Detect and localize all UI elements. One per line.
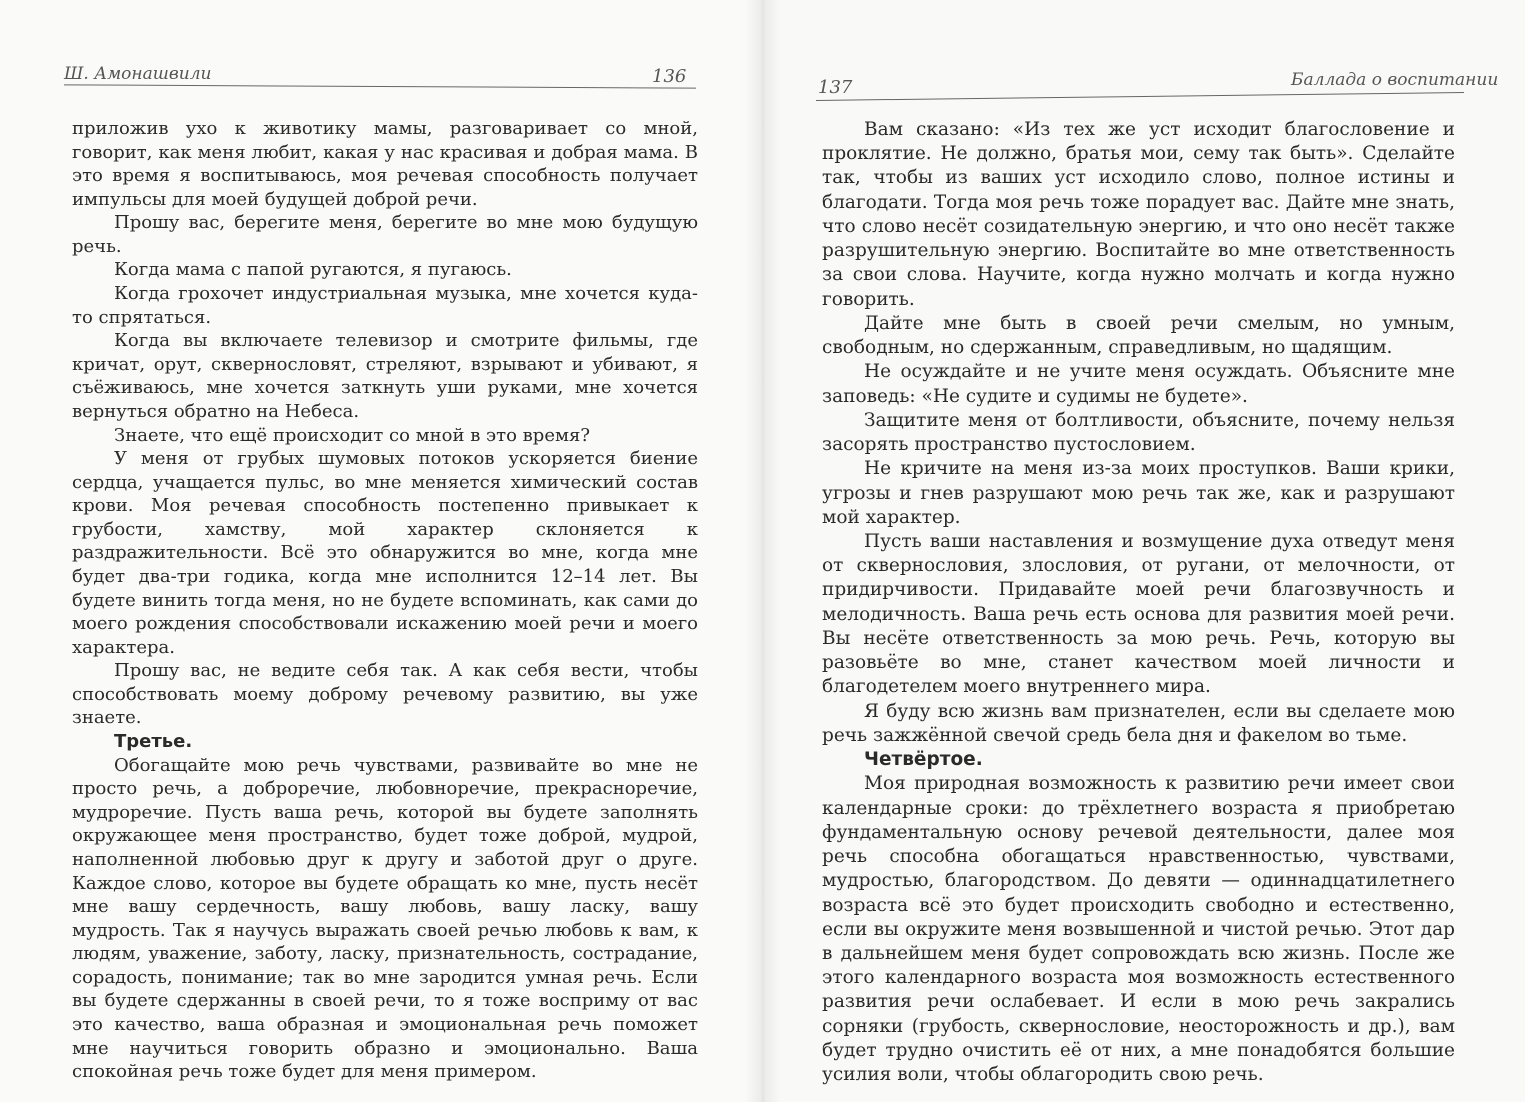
paragraph: Не осуждайте и не учите меня осуждать. Объясните мне заповедь: «Не судите и судимы не будете». bbox=[822, 361, 1455, 407]
paragraph: Защитите меня от болтливости, объясните, почему нельзя засорять пространство пустословием. bbox=[822, 409, 1455, 456]
paragraph: Обогащайте мою речь чувствами, развивайте во мне не просто речь, а доброречие, любовноречие, прекрасноречие, мудроречие. Пусть ваша речь, которой вы будете заполнять окружающее меня пространство, будет тоже доброй, мудрой, наполненной любовью друг к другу и заботой друг о друге. Каждое слово, которое вы будете обращать ко мне, пусть несёт мне вашу сердечность, вашу любовь, вашу ласку, вашу мудрость. Так я научусь выражать своей речью любовь к вам, к людям, уважение, заботу, ласку, признательность, сострадание, сорадость, понимание; так во мне зародится умная речь. Если вы будете сдержанны в своей речи, то я тоже восприму от вас это качество, ваша образная и эмоциональная речь поможет мне научиться говорить образно и эмоционально. Ваша спокойная речь тоже будет для меня примером. bbox=[72, 754, 698, 1083]
section-heading-third: Третье. bbox=[114, 731, 193, 753]
header-rule-right bbox=[816, 92, 1464, 101]
paragraph: Не кричите на меня из-за моих проступков. Ваши крики, угрозы и гнев разрушают мою речь так же, как и разрушают мой характер. bbox=[822, 458, 1455, 528]
paragraph: Дайте мне быть в своей речи смелым, но умным, свободным, но сдержанным, справедливым, но щадящим. bbox=[822, 312, 1455, 359]
paragraph: У меня от грубых шумовых потоков ускоряется биение сердца, учащается пульс, во мне меняется химический состав крови. Моя речевая способность постепенно привыкает к грубости, хамству, мой характер склоняется к раздражительности. Всё это обнаружится во мне, когда мне будет два-три годика, когда мне исполнится 12–14 лет. Вы будете винить тогда меня, но не будете вспоминать, как сами до моего рождения способствовали искажению моей речи и моего характера. bbox=[72, 448, 698, 658]
paragraph: Когда грохочет индустриальная музыка, мне хочется куда-то спрятаться. bbox=[72, 283, 698, 328]
left-page bbox=[0, 0, 762, 1102]
paragraph: приложив ухо к животику мамы, разговаривает со мной, говорит, как меня любит, какая у нас красивая и добрая мама. В это время я воспитываюсь, моя речевая способность получает импульсы для моей будущей доброй речи. bbox=[72, 118, 698, 210]
right-page-body bbox=[822, 118, 1455, 1087]
paragraph: Когда мама с папой ругаются, я пугаюсь. bbox=[114, 259, 512, 281]
paragraph: Когда вы включаете телевизор и смотрите фильмы, где кричат, орут, сквернословят, стреляют, взрывают и убивают, я съёживаюсь, мне хочется заткнуть уши руками, мне хочется вернуться обратно на Небеса. bbox=[72, 330, 698, 422]
left-page-body bbox=[72, 117, 698, 1084]
paragraph: Прошу вас, берегите меня, берегите во мне мою будущую речь. bbox=[72, 212, 698, 257]
section-heading-fourth: Четвёртое. bbox=[864, 749, 983, 771]
paragraph: Вам сказано: «Из тех же уст исходит благословение и проклятие. Не должно, братья мои, сему так быть». Сделайте так, чтобы из ваших уст исходило слово, полное истины и благодати. Тогда моя речь тоже порадует вас. Дайте мне знать, что слово несёт созидательную энергию, и что оно несёт также разрушительную энергию. Воспитайте во мне ответственность за свои слова. Научите, когда нужно молчать и когда нужно говорить. bbox=[822, 119, 1455, 310]
paragraph: Знаете, что ещё происходит со мной в это время? bbox=[114, 424, 590, 446]
paragraph: Я буду всю жизнь вам признателен, если вы сделаете мою речь зажжённой свечой средь бела дня и факелом во тьме. bbox=[822, 700, 1455, 746]
right-page bbox=[762, 0, 1525, 1102]
header-rule-left bbox=[64, 84, 696, 88]
running-head-title: Баллада о воспитании bbox=[1291, 70, 1499, 90]
paragraph: Прошу вас, не ведите себя так. А как себя вести, чтобы способствовать моему доброму речевому развитию, вы уже знаете. bbox=[72, 660, 698, 729]
page-number-left: 136 bbox=[652, 66, 687, 87]
paragraph: Моя природная возможность к развитию речи имеет свои календарные сроки: до трёхлетнего возраста я приобретаю фундаментальную основу речевой деятельности, далее моя речь способна обогащаться нравственностью, чувствами, мудростью, благородством. До девяти — одиннадцатилетнего возраста всё это будет происходить свободно и естественно, если вы окружите меня возвышенной и чистой речью. Этот дар в дальнейшем меня будет сопровождать всю жизнь. После же этого календарного возраста моя возможность естественного развития речи ослабевает. И если в мою речь закрались сорняки (грубость, сквернословие, неосторожность и др.), вам будет трудно очистить её от них, а мне понадобятся большие усилия воли, чтобы облагородить свою речь. bbox=[822, 773, 1455, 1086]
page-number-right: 137 bbox=[818, 77, 853, 98]
running-head-author: Ш. Амонашвили bbox=[64, 64, 212, 84]
paragraph: Пусть ваши наставления и возмущение духа отведут меня от сквернословия, злословия, от ругани, от мелочности, от придирчивости. Придавайте моей речи благозвучность и мелодичность. Ваша речь есть основа для развития моей речи. Вы несёте ответственность за мою речь. Речь, которую вы разовьёте во мне, станет качеством моей личности и благодетелем моего внутреннего мира. bbox=[822, 530, 1455, 698]
